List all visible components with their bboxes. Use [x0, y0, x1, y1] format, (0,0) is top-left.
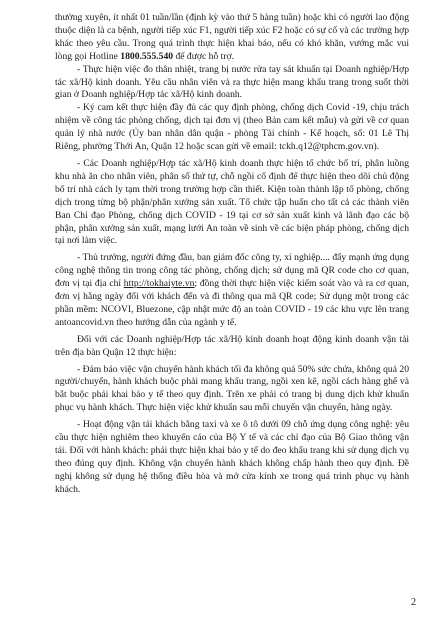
paragraph-transport-intro: Đối với các Doanh nghiệp/Hợp tác xã/Hộ kinh doanh hoạt động kinh doanh vận tải trên địa bàn Quận 12 thực hiện: [55, 333, 409, 358]
paragraph-temperature: - Thực hiện việc đo thân nhiệt, trang bị nước rửa tay sát khuẩn tại Doanh nghiệp/Hợp tác xã/Hộ kinh doanh. Yêu cầu nhân viên và ra thực hiện mang khẩu trang trong suốt thời gian ở Doanh nghiệp/Hợp tác xã/Hộ kinh doanh. [55, 63, 409, 101]
paragraph-technology [55, 252, 409, 329]
paragraph-technology-text: - Thủ trưởng, người đứng đầu, ban giám đốc công ty, xí nghiệp.... đẩy mạnh ứng dụng công nghệ thông tin trong công tác phòng, chống dịch; sử dụng mã QR code cho cơ quan, đơn vị tại địa chỉ [55, 252, 409, 290]
paragraph-canteen: - Các Doanh nghiệp/Hợp tác xã/Hộ kinh doanh thực hiện tổ chức bố trí, phân luồng khu nhà ăn cho nhân viên, phân số thứ tự, chỗ ngồi cố định để thực hiện theo dõi chủ động bố trí nhà cách ly tạm thời trong trường hợp cần thiết. Kiện toàn thành lập tổ phòng, chống dịch trong từng bộ phận/phân xưởng sản xuất. Tổ chức tập huấn cho tất cả các thành viên Ban Chỉ đạo Phòng, chống dịch COVID - 19 tại cơ sở sản xuất kinh và lãnh đạo các bộ phận, phân xưởng sản xuất, mạng lưới An toàn về sinh về các biện pháp phòng, chống dịch tại nơi làm việc. [55, 157, 409, 247]
paragraph-passenger-capacity: - Đảm bảo việc vận chuyển hành khách tối đa không quá 50% sức chứa, không quá 20 người/chuyến, hành khách buộc phải mang khẩu trang, ngồi xen kẽ, ngồi cách hàng ghế và bắt buộc phải khai báo y tế theo quy định. Trên xe phải có trang bị dung dịch khử khuẩn phục vụ hành khách. Thực hiện việc khử khuẩn sau mỗi chuyến vận chuyển, hàng ngày. [55, 363, 409, 414]
paragraph-reporting-end: để được hỗ trợ. [173, 50, 234, 62]
paragraph-reporting [55, 12, 409, 64]
paragraph-technology-end: ; đồng thời thực hiện việc kiểm soát vào và ra cơ quan, đơn vị hằng ngày đối với khách đến và đi thông qua mã QR code; Sử dụng một trong các phần mềm: NCOVI, Bluezone, cập nhật mức độ an toàn COVID - 19 các khu vực lên trang antoancovid.vn theo hướng dẫn của ngành y tế. [55, 278, 409, 328]
hotline-number: 1800.555.540 [120, 50, 174, 62]
paragraph-taxi: - Hoạt động vận tải khách bằng taxi và xe ô tô dưới 09 chỗ ứng dụng công nghệ: yêu cầu thực hiện nghiêm theo khuyến cáo của Bộ Y tế và các chỉ đạo của Bộ Giao thông vận tải. Đối với hành khách: phải thực hiện khai báo y tế do đeo khẩu trang khi sử dụng dịch vụ theo đúng quy định. Không vận chuyển hành khách không chấp hành theo quy định. Đề nghị không sử dụng hệ thống điều hòa và mở cửa kính xe trong quá trình phục vụ hành khách. [55, 419, 409, 495]
page-number: 2 [411, 597, 416, 608]
paragraph-reporting-text: thường xuyên, ít nhất 01 tuần/lần (định kỳ vào thứ 5 hàng tuần) hoặc khi có người lao động thuộc diện là ca bệnh, người tiếp xúc F1, người tiếp xúc F2 hoặc có sự cố và các trường hợp khác theo yêu cầu. Trong quá trình thực hiện khai báo, nếu có khó khăn, vướng mắc vui lòng gọi Hotline [55, 12, 409, 62]
tokhaiyte-link[interactable]: http://tokhaiyte.vn [123, 278, 195, 290]
paragraph-commitment: - Ký cam kết thực hiện đầy đủ các quy định phòng, chống dịch Covid -19, chịu trách nhiệm về công tác phòng chống, dịch tại đơn vị (theo Bản cam kết mẫu) và gửi về cơ quan quản lý nhà nước (Ủy ban nhân dân quận - phòng Tài chính - Kế hoạch, số: 01 Lê Thị Riêng, phường Thới An, Quận 12 hoặc scan gửi về email: tckh.q12@tphcm.gov.vn). [55, 102, 409, 153]
